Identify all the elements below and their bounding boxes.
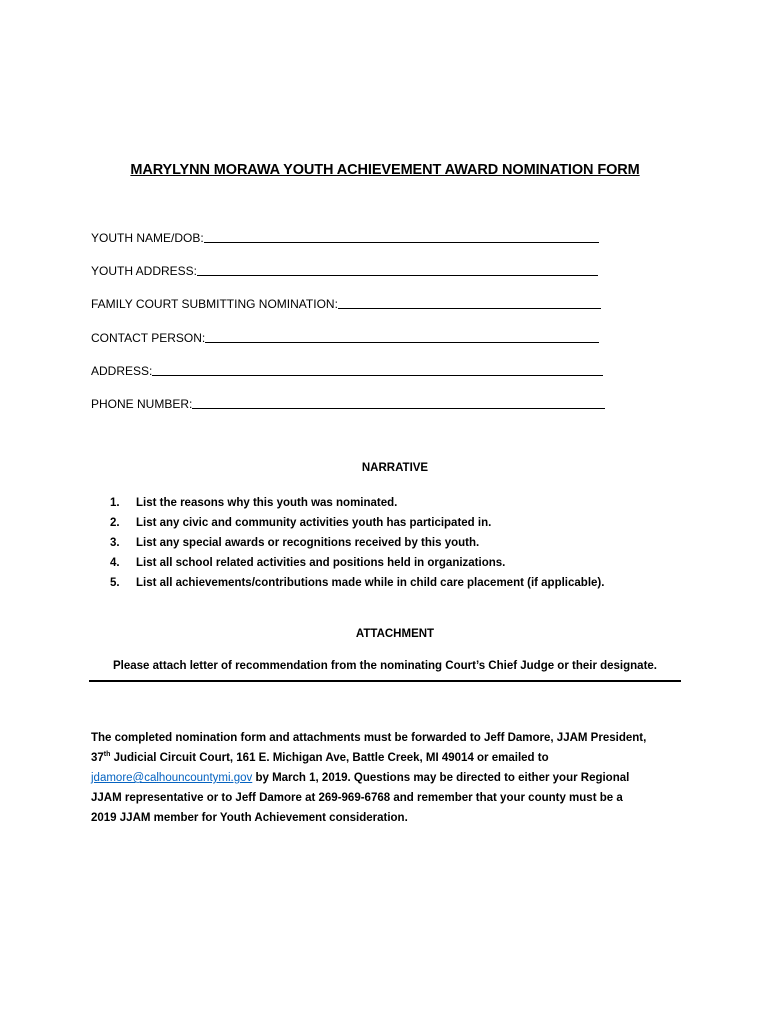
youth-name-dob-field — [91, 230, 599, 245]
address-label: ADDRESS: — [91, 364, 153, 378]
phone-number-field — [91, 396, 605, 411]
attachment-note: Please attach letter of recommendation from the nominating Court’s Chief Judge or their designate. — [113, 660, 657, 672]
contact-person-field — [91, 330, 599, 345]
list-item: 2. List any civic and community activities youth has participated in. — [110, 517, 492, 529]
youth-name-dob-input[interactable] — [204, 230, 599, 243]
attachment-heading: ATTACHMENT — [355, 628, 435, 640]
narrative-heading: NARRATIVE — [361, 462, 429, 474]
address-input[interactable] — [152, 363, 603, 376]
youth-name-dob-label: YOUTH NAME/DOB: — [91, 231, 204, 245]
closing-paragraph: The completed nomination form and attachments must be forwarded to Jeff Damore, JJAM President, 37th Judicial Circuit Court, 161 E. Michigan Ave, Battle Creek, MI 49014 or emailed to jdamore@calhouncountymi.gov by March 1, 2019. Questions may be directed to either your Regional JJAM representative or to Jeff Damore at 269-969-6768 and remember that your county must be a 2019 JJAM member for Youth Achievement consideration. — [91, 732, 647, 824]
form-title: MARYLYNN MORAWA YOUTH ACHIEVEMENT AWARD NOMINATION FORM — [130, 162, 640, 178]
email-link[interactable]: jdamore@calhouncountymi.gov — [91, 772, 253, 784]
family-court-label: FAMILY COURT SUBMITTING NOMINATION: — [91, 297, 338, 311]
contact-person-input[interactable] — [205, 330, 599, 343]
contact-person-label: CONTACT PERSON: — [91, 331, 206, 345]
youth-address-input[interactable] — [197, 263, 598, 276]
list-item: 3. List any special awards or recognitions received by this youth. — [110, 537, 480, 549]
youth-address-field — [91, 263, 598, 278]
family-court-field — [91, 296, 601, 311]
phone-number-label: PHONE NUMBER: — [91, 397, 193, 411]
narrative-list — [110, 493, 604, 593]
list-item: 1. List the reasons why this youth was nominated. — [110, 497, 398, 509]
youth-address-label: YOUTH ADDRESS: — [91, 264, 198, 278]
list-item: 4. List all school related activities and positions held in organizations. — [110, 557, 506, 569]
horizontal-divider — [89, 680, 681, 682]
family-court-input[interactable] — [338, 296, 601, 309]
list-item: 5. List all achievements/contributions made while in child care placement (if applicable). — [110, 577, 605, 589]
phone-number-input[interactable] — [192, 396, 605, 409]
address-field — [91, 363, 603, 378]
